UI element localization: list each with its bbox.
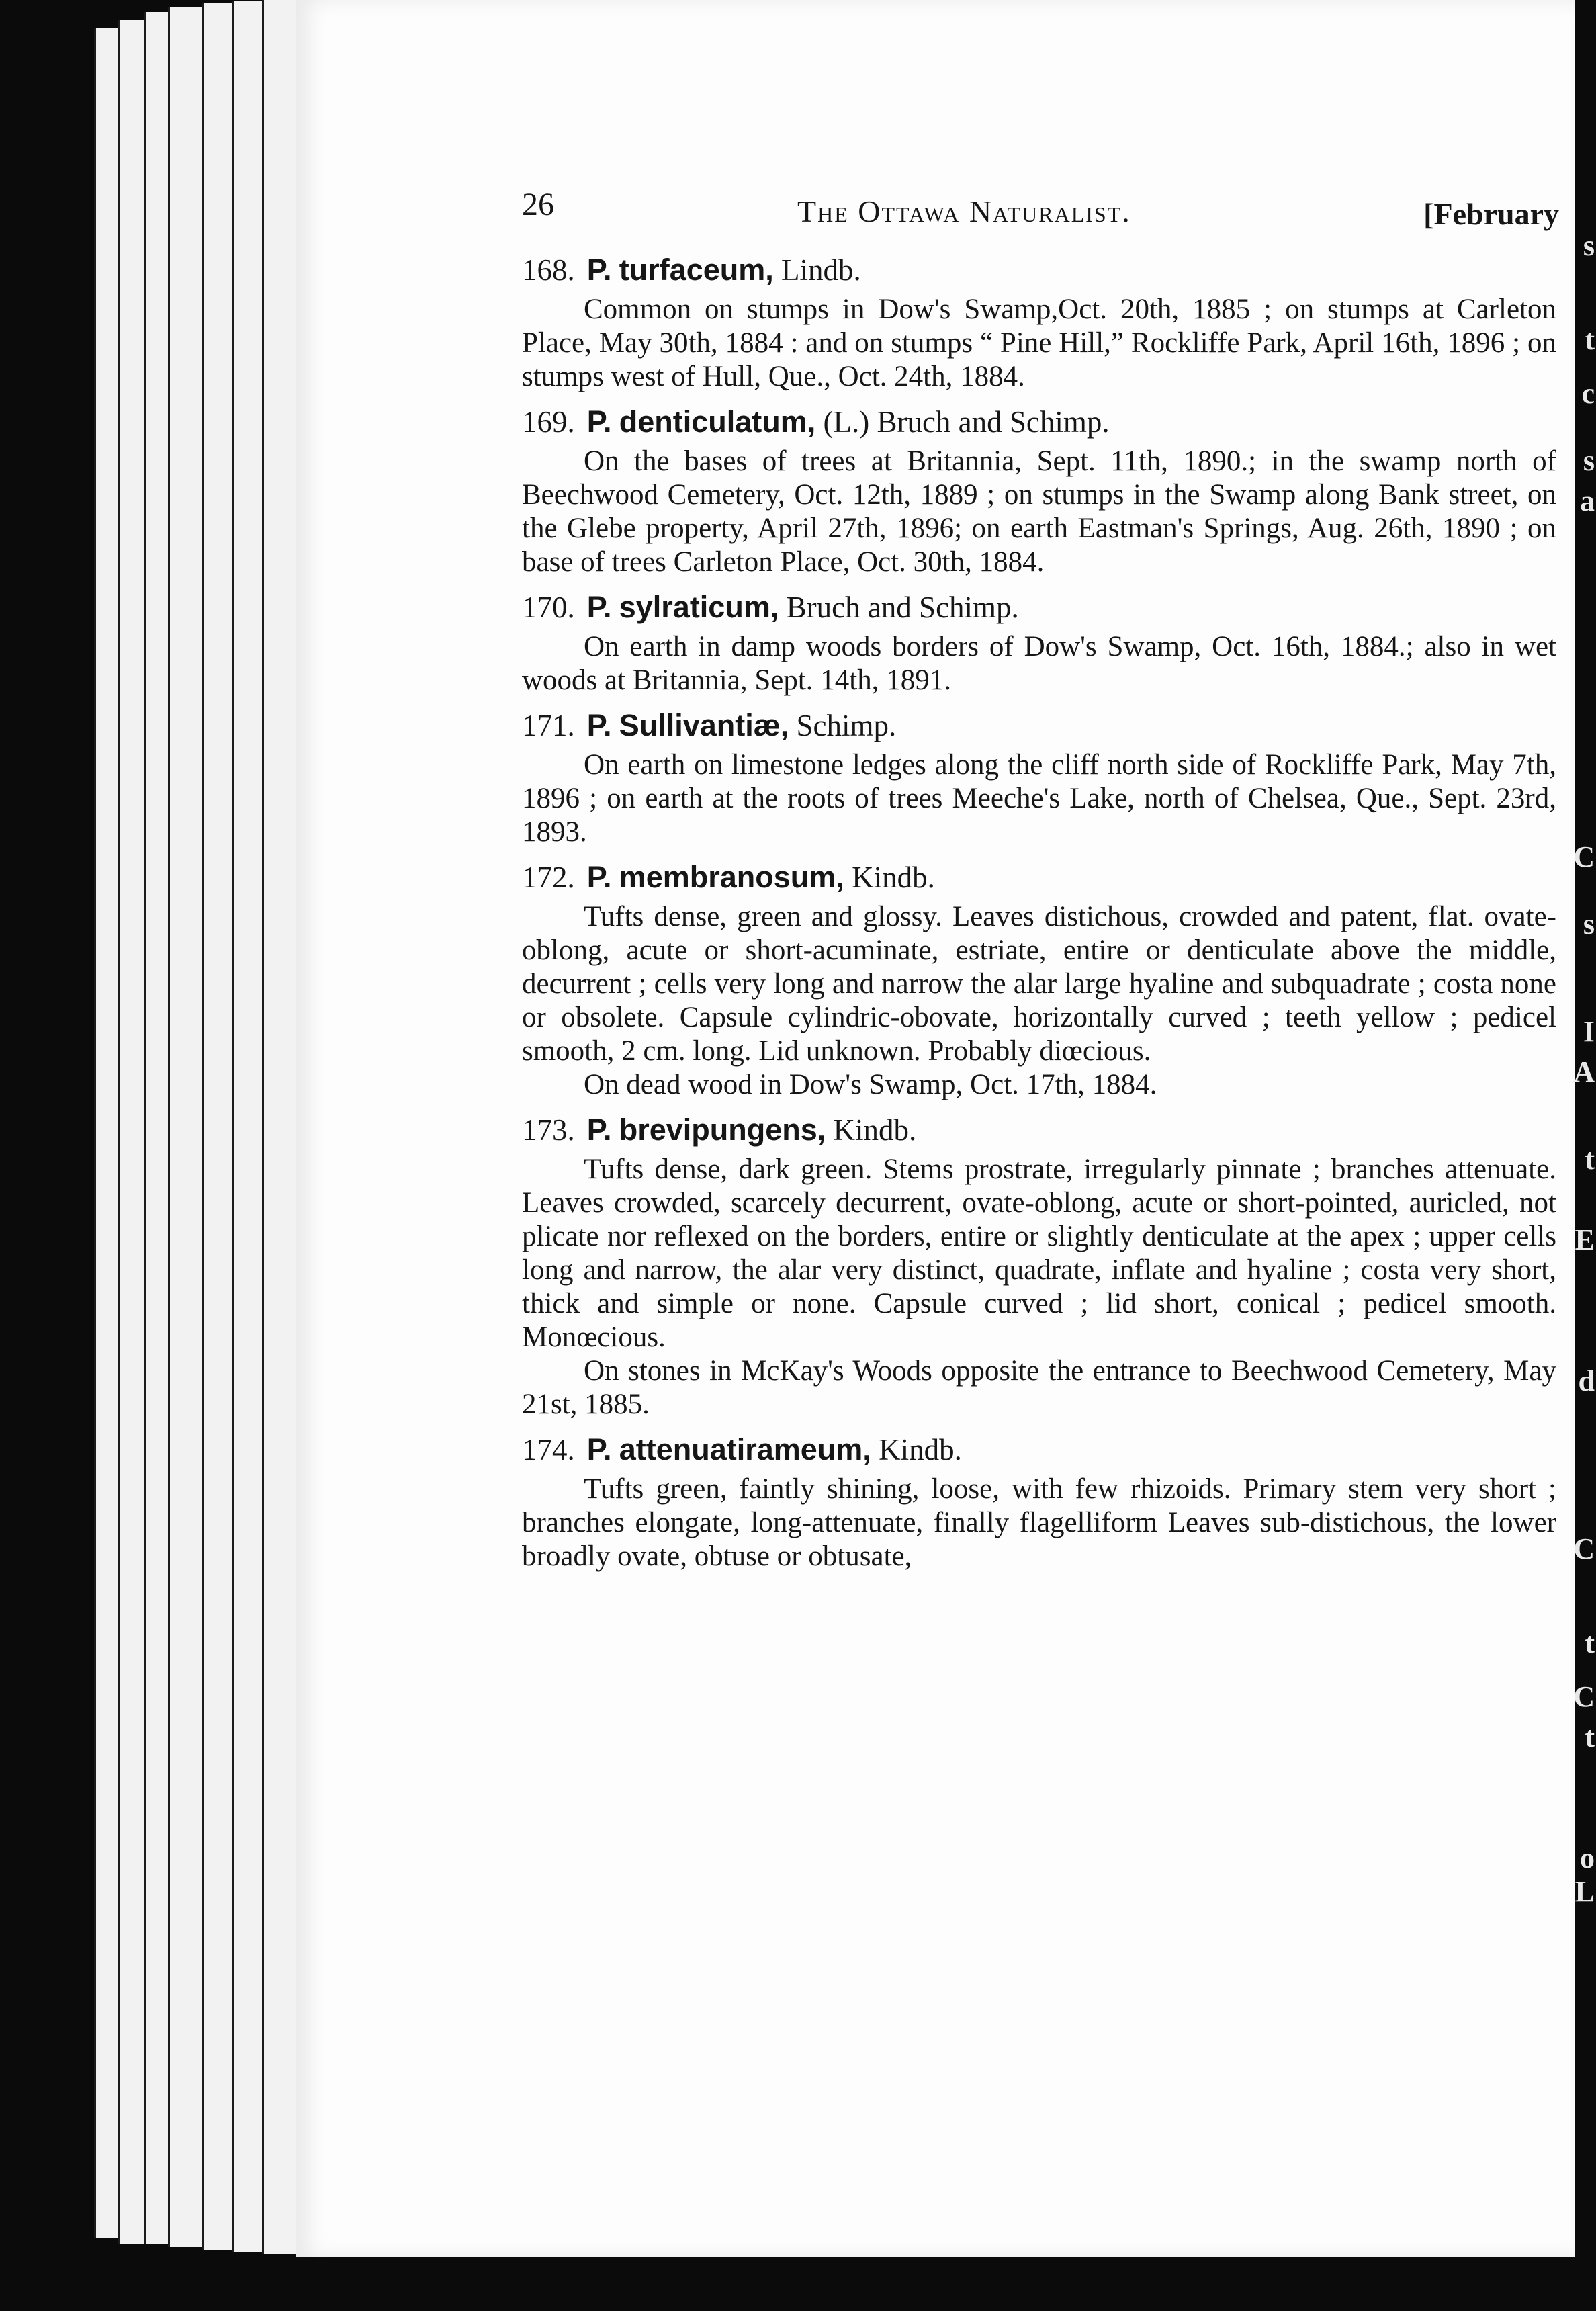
species-name: turfaceum, [619, 253, 774, 287]
entry-number: 168. [522, 253, 575, 287]
entry-heading [522, 707, 1556, 744]
entry-paragraph: On dead wood in Dow's Swamp, Oct. 17th, 1884. [584, 1069, 1157, 1100]
entry-paragraph: On earth in damp woods borders of Dow's Swamp, Oct. 16th, 1884.; also in wet woods at Britannia, Sept. 14th, 1891. [522, 631, 1556, 696]
journal-title: The Ottawa Naturalist. [797, 194, 1131, 228]
entry-number: 172. [522, 861, 575, 894]
authority: Bruch and Schimp. [786, 591, 1019, 624]
entry-number: 170. [522, 591, 575, 624]
entry-number: 169. [522, 405, 575, 439]
genus-abbrev: P. [586, 590, 612, 624]
entry-heading [522, 251, 1556, 289]
species-name: sylraticum, [619, 590, 779, 624]
page-number: 26 [522, 187, 554, 222]
entry-paragraph: Tufts green, faintly shining, loose, with few rhizoids. Primary stem very short ; branches elongate, long-attenuate, finally flagelliform Leaves sub-distichous, the lower broadly ovate, obtuse or obtusate, [522, 1473, 1556, 1572]
adjacent-page-letter: d [1578, 1364, 1595, 1397]
species-name: attenuatirameum, [619, 1432, 871, 1467]
genus-abbrev: P. [586, 708, 612, 742]
adjacent-page-letter: t [1585, 1143, 1595, 1176]
genus-abbrev: P. [586, 1113, 612, 1147]
species-name: brevipungens, [619, 1113, 826, 1147]
entry-heading [522, 859, 1556, 896]
issue-month: [February [1423, 197, 1559, 231]
genus-abbrev: P. [586, 860, 612, 894]
adjacent-page-letter: C [1573, 1680, 1595, 1713]
genus-abbrev: P. [586, 404, 612, 439]
adjacent-page-letter: E [1575, 1223, 1595, 1256]
entry-number: 171. [522, 709, 575, 742]
species-entry [522, 1111, 1556, 1422]
species-name: Sullivantiæ, [619, 708, 789, 742]
page-content [522, 181, 1559, 1573]
species-name: denticulatum, [619, 404, 816, 439]
entry-heading [522, 1111, 1556, 1149]
adjacent-page-letter: C [1573, 1532, 1595, 1565]
entry-heading [522, 588, 1556, 626]
species-entry [522, 859, 1556, 1102]
adjacent-page-letter: s [1583, 229, 1595, 262]
authority: Lindb. [781, 253, 861, 287]
species-name: membranosum, [619, 860, 844, 894]
authority: Schimp. [796, 709, 897, 742]
genus-abbrev: P. [586, 253, 612, 287]
entry-paragraph: Tufts dense, green and glossy. Leaves distichous, crowded and patent, flat. ovate-oblong, acute or short-acuminate, estriate, entire or denticulate above the middle, decurrent ; cells very long and narrow the alar large hyaline and subquadrate ; costa none or obsolete. Capsule cylindric-obovate, horizontally curved ; teeth yellow ; pedicel smooth, 2 cm. long. Lid unknown. Probably diœcious. [522, 901, 1556, 1067]
species-entry [522, 1431, 1556, 1573]
adjacent-page-letter: s [1583, 444, 1595, 477]
adjacent-page-letter: a [1580, 484, 1595, 517]
authority: Kindb. [879, 1433, 962, 1467]
adjacent-page-letter: o [1580, 1841, 1595, 1874]
adjacent-page-letter: t [1585, 323, 1595, 356]
adjacent-page-letter: L [1575, 1875, 1595, 1908]
running-head [522, 181, 1559, 242]
adjacent-page-letter: A [1573, 1055, 1595, 1088]
adjacent-page-letter: C [1573, 840, 1595, 873]
adjacent-page-letter: t [1585, 1626, 1595, 1659]
entry-paragraph: Tufts dense, dark green. Stems prostrate, irregularly pinnate ; branches attenuate. Leaves crowded, scarcely decurrent, ovate-oblong, acute or short-pointed, auricled, not plicate nor reflexed on the borders, entire or slightly denticulate at the apex ; upper cells long and narrow, the alar very distinct, quadrate, inflate and hyaline ; costa very short, thick and simple or none. Capsule curved ; lid short, conical ; pedicel smooth. Monœcious. [522, 1153, 1556, 1353]
entry-number: 174. [522, 1433, 575, 1467]
adjacent-page-letter: I [1583, 1015, 1595, 1048]
genus-abbrev: P. [586, 1432, 612, 1467]
species-list [522, 251, 1556, 1573]
entry-heading [522, 1431, 1556, 1469]
authority: Kindb. [833, 1113, 917, 1147]
entry-paragraph: Common on stumps in Dow's Swamp,Oct. 20th, 1885 ; on stumps at Carleton Place, May 30th, 1884 : and on stumps “ Pine Hill,” Rockliffe Park, April 16th, 1896 ; on stumps west of Hull, Que., Oct. 24th, 1884. [522, 294, 1556, 392]
entry-heading [522, 403, 1556, 441]
entry-paragraph: On the bases of trees at Britannia, Sept. 11th, 1890.; in the swamp north of Beechwood Cemetery, Oct. 12th, 1889 ; on stumps in the Swamp along Bank street, on the Glebe property, April 27th, 1896; on earth Eastman's Springs, Aug. 26th, 1890 ; on base of trees Carleton Place, Oct. 30th, 1884. [522, 445, 1556, 578]
species-entry [522, 707, 1556, 849]
species-entry [522, 588, 1556, 697]
species-entry [522, 251, 1556, 394]
adjacent-page-letter: t [1585, 1720, 1595, 1753]
adjacent-page-strip [1575, 0, 1596, 2311]
entry-paragraph: On stones in McKay's Woods opposite the entrance to Beechwood Cemetery, May 21st, 1885. [522, 1355, 1556, 1420]
authority: (L.) Bruch and Schimp. [823, 405, 1110, 439]
adjacent-page-letter: s [1583, 908, 1595, 941]
entry-number: 173. [522, 1113, 575, 1147]
entry-paragraph: On earth on limestone ledges along the cliff north side of Rockliffe Park, May 7th, 1896 ; on earth at the roots of trees Meeche's Lake, north of Chelsea, Que., Sept. 23rd, 1893. [522, 749, 1556, 848]
adjacent-page-letter: c [1581, 377, 1595, 410]
authority: Kindb. [852, 861, 935, 894]
species-entry [522, 403, 1556, 579]
